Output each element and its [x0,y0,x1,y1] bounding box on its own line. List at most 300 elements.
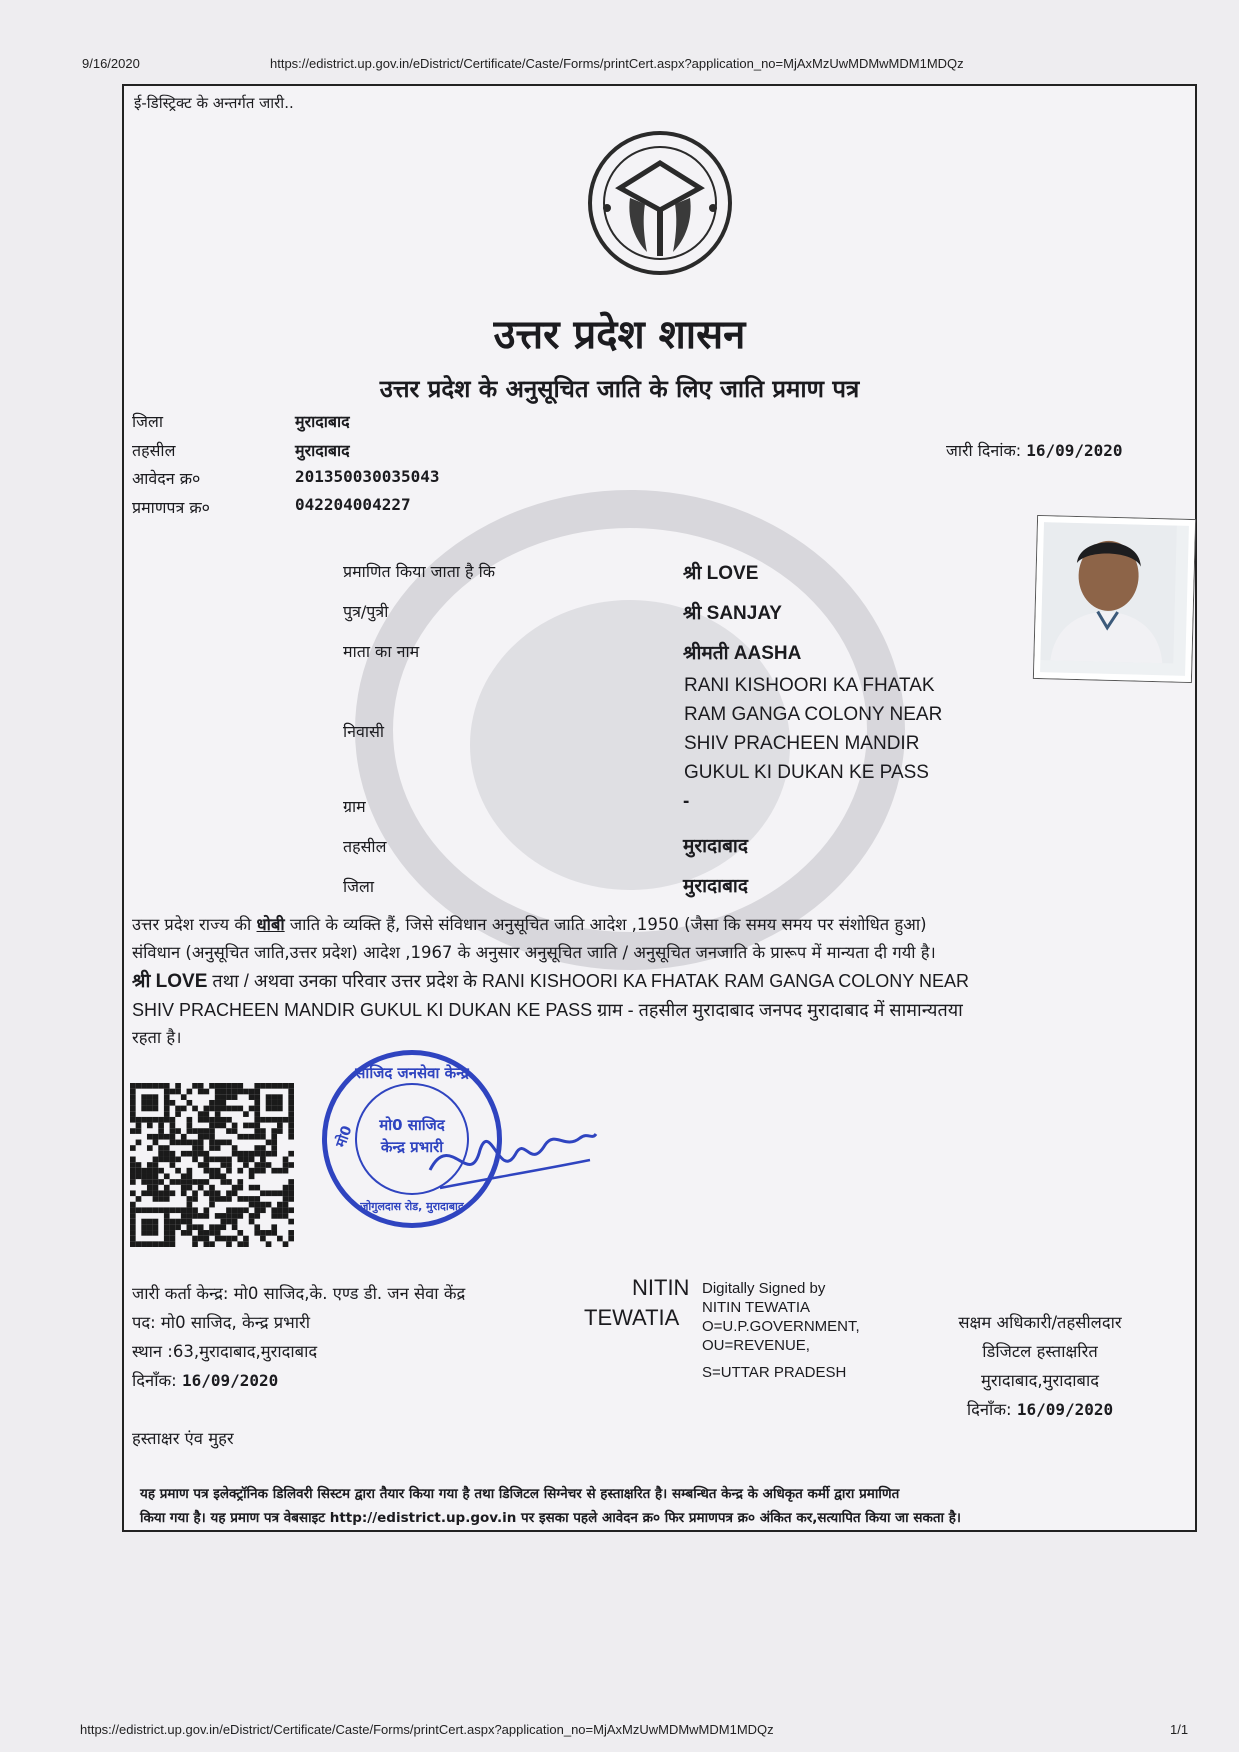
qr-module [226,1196,232,1202]
qr-module [243,1162,249,1168]
qr-module [254,1111,260,1117]
qr-module [147,1106,153,1112]
qr-module [187,1173,193,1179]
qr-module [204,1230,210,1236]
detail-district-label: जिला [343,877,375,896]
qr-module [147,1173,153,1179]
qr-module [158,1196,164,1202]
qr-module [130,1089,136,1095]
dsig-line: S=UTTAR PRADESH [702,1364,847,1381]
qr-module [164,1106,170,1112]
qr-module [204,1190,210,1196]
qr-module [249,1219,255,1225]
qr-module [158,1117,164,1123]
applicant-name: श्री LOVE [683,563,759,584]
qr-module [266,1106,272,1112]
qr-module [249,1157,255,1163]
qr-module [164,1230,170,1236]
qr-module [181,1179,187,1185]
qr-module [204,1168,210,1174]
qr-module [237,1089,243,1095]
qr-module [170,1230,176,1236]
qr-module [170,1179,176,1185]
dsig-name-line2: TEWATIA [584,1305,680,1330]
statement-text: उत्तर प्रदेश राज्य की [132,915,257,934]
qr-module [237,1213,243,1219]
qr-module [170,1100,176,1106]
qr-module [209,1241,215,1247]
state-emblem-icon [585,128,735,278]
qr-module [283,1213,289,1219]
qr-module [198,1083,204,1089]
qr-module [209,1117,215,1123]
qr-module [220,1140,226,1146]
qr-module [243,1236,249,1242]
qr-module [220,1173,226,1179]
qr-module [170,1224,176,1230]
qr-module [215,1224,221,1230]
qr-module [283,1196,289,1202]
qr-module [260,1202,266,1208]
issuer-post: पद: मो0 साजिद, केन्द्र प्रभारी [132,1313,311,1332]
qr-module [271,1190,277,1196]
certificate-number-label: प्रमाणपत्र क्र० [132,498,210,517]
qr-module [187,1140,193,1146]
qr-module [288,1207,294,1213]
qr-module [164,1094,170,1100]
qr-module [237,1083,243,1089]
qr-module [187,1117,193,1123]
qr-module [277,1123,283,1129]
qr-module [249,1213,255,1219]
qr-module [175,1140,181,1146]
qr-module [209,1083,215,1089]
qr-module [170,1241,176,1247]
qr-module [288,1162,294,1168]
qr-module [175,1219,181,1225]
qr-module [153,1100,159,1106]
qr-module [204,1213,210,1219]
qr-module [226,1157,232,1163]
qr-module [243,1157,249,1163]
qr-module [243,1134,249,1140]
qr-module [254,1207,260,1213]
qr-module [260,1134,266,1140]
qr-module [170,1162,176,1168]
qr-module [232,1219,238,1225]
qr-module [158,1207,164,1213]
qr-module [187,1179,193,1185]
qr-module [164,1236,170,1242]
qr-module [175,1207,181,1213]
qr-module [232,1213,238,1219]
qr-module [288,1123,294,1129]
certificate-statement [132,911,1187,1052]
detail-tehsil-label: तहसील [343,837,387,856]
qr-module [237,1157,243,1163]
verification-line: यह प्रमाण पत्र इलेक्ट्रॉनिक डिलिवरी सिस्टम द्वारा तैयार किया गया है तथा डिजिटल सिग्नेचर से हस्ताक्षरित है। सम्बन्धित केन्द्र के अधिकृत कर्मी द्वारा प्रमाणित [140,1486,900,1502]
statement-text: तथा / अथवा उनका परिवार उत्तर प्रदेश के RANI KISHOORI KA FHATAK RAM GANGA COLONY NEAR [207,971,969,991]
certificate-subtitle: उत्तर प्रदेश के अनुसूचित जाति के लिए जाति प्रमाण पत्र [379,374,860,403]
qr-module [288,1190,294,1196]
qr-module [170,1117,176,1123]
qr-module [192,1083,198,1089]
qr-module [153,1241,159,1247]
qr-module [164,1157,170,1163]
qr-module [147,1219,153,1225]
qr-module [198,1140,204,1146]
qr-module [164,1224,170,1230]
qr-module [164,1196,170,1202]
qr-module [192,1128,198,1134]
qr-module [226,1168,232,1174]
qr-module [153,1219,159,1225]
qr-module [237,1134,243,1140]
qr-module [226,1179,232,1185]
qr-module [136,1117,142,1123]
qr-module [232,1236,238,1242]
qr-module [198,1179,204,1185]
qr-module [266,1140,272,1146]
qr-module [209,1173,215,1179]
qr-module [220,1123,226,1129]
qr-module [215,1196,221,1202]
stamp-line-1: मो0 साजिद [379,1116,445,1134]
qr-module [283,1190,289,1196]
qr-module [232,1151,238,1157]
qr-module [192,1224,198,1230]
qr-module [277,1128,283,1134]
qr-module [164,1083,170,1089]
qr-module [153,1134,159,1140]
qr-module [232,1190,238,1196]
qr-module [288,1151,294,1157]
qr-module [175,1089,181,1095]
qr-module [158,1241,164,1247]
qr-module [260,1157,266,1163]
application-label: आवेदन क्र० [132,469,201,488]
qr-module [249,1094,255,1100]
qr-module [209,1230,215,1236]
issue-date [946,439,1123,461]
qr-module [175,1128,181,1134]
qr-module [130,1173,136,1179]
qr-module [220,1117,226,1123]
qr-module [288,1128,294,1134]
qr-module [209,1157,215,1163]
qr-module [277,1168,283,1174]
qr-module [243,1123,249,1129]
qr-module [220,1213,226,1219]
qr-module [237,1106,243,1112]
qr-module [254,1083,260,1089]
tehsil-value: मुरादाबाद [295,441,350,460]
qr-module [147,1185,153,1191]
qr-module [181,1094,187,1100]
qr-module [187,1100,193,1106]
qr-module [141,1190,147,1196]
qr-module [254,1168,260,1174]
qr-module [226,1219,232,1225]
village-value: - [683,791,690,812]
qr-module [266,1083,272,1089]
qr-module [271,1213,277,1219]
qr-module [249,1196,255,1202]
statement-text: संविधान (अनुसूचित जाति,उत्तर प्रदेश) आदेश ,1967 के अनुसार अनुसूचित जाति / अनुसूचित जनजाति के प्रारूप में मान्यता दी गयी है। [132,943,936,962]
qr-module [153,1224,159,1230]
address-block [684,671,942,787]
qr-module [130,1241,136,1247]
child-of-label: पुत्र/पुत्री [343,602,389,621]
qr-module [260,1207,266,1213]
qr-module [147,1117,153,1123]
qr-module [198,1162,204,1168]
qr-module [175,1083,181,1089]
qr-module [254,1185,260,1191]
qr-module [243,1241,249,1247]
qr-module [147,1190,153,1196]
qr-module [170,1236,176,1242]
address-line: GUKUL KI DUKAN KE PASS [684,762,929,783]
qr-module [232,1106,238,1112]
qr-module [226,1162,232,1168]
qr-module [192,1151,198,1157]
qr-module [175,1111,181,1117]
statement-text: रहता है। [132,1028,182,1047]
issue-date-value: 16/09/2020 [1026,441,1123,460]
qr-module [226,1083,232,1089]
qr-module [175,1179,181,1185]
qr-module [204,1207,210,1213]
stamp-ring-bottom: जोगुलदास रोड, मुरादाबाद [360,1200,464,1213]
qr-module [204,1128,210,1134]
caste-name: धोबी [256,916,285,934]
qr-module [153,1190,159,1196]
qr-module [170,1190,176,1196]
qr-module [158,1157,164,1163]
qr-module [232,1145,238,1151]
certified-label: प्रमाणित किया जाता है कि [343,562,496,581]
qr-module [271,1100,277,1106]
qr-module [130,1179,136,1185]
qr-module [249,1123,255,1129]
qr-module [232,1123,238,1129]
qr-module [283,1202,289,1208]
qr-module [277,1213,283,1219]
qr-module [209,1140,215,1146]
qr-module [153,1173,159,1179]
qr-module [153,1230,159,1236]
qr-module [181,1219,187,1225]
qr-module [209,1168,215,1174]
qr-module [147,1123,153,1129]
qr-module [266,1230,272,1236]
qr-module [215,1157,221,1163]
qr-module [130,1213,136,1219]
qr-module [215,1123,221,1129]
qr-module [271,1117,277,1123]
qr-module [192,1207,198,1213]
qr-module [204,1111,210,1117]
qr-module [158,1128,164,1134]
qr-module [136,1140,142,1146]
qr-module [254,1162,260,1168]
qr-module [237,1168,243,1174]
qr-module [209,1190,215,1196]
qr-module [271,1094,277,1100]
qr-module [170,1157,176,1163]
print-url[interactable]: https://edistrict.up.gov.in/eDistrict/Certificate/Caste/Forms/printCert.aspx?application_no=MjAxMzUwMDMwMDM1MDQz [270,56,964,71]
qr-module [147,1230,153,1236]
qr-module [277,1190,283,1196]
qr-module [204,1089,210,1095]
qr-module [226,1089,232,1095]
certificate-title: उत्तर प्रदेश शासन [493,311,746,358]
qr-module [215,1117,221,1123]
qr-module [192,1190,198,1196]
qr-module [204,1179,210,1185]
qr-module [220,1196,226,1202]
qr-module [209,1145,215,1151]
qr-module [147,1179,153,1185]
qr-module [164,1219,170,1225]
qr-module [283,1162,289,1168]
qr-module [198,1134,204,1140]
qr-module [198,1224,204,1230]
qr-module [130,1168,136,1174]
qr-module [141,1241,147,1247]
qr-module [181,1190,187,1196]
qr-module [226,1241,232,1247]
qr-module [254,1089,260,1095]
qr-module [277,1100,283,1106]
qr-module [198,1145,204,1151]
qr-module [288,1179,294,1185]
qr-module [220,1106,226,1112]
qr-module [226,1207,232,1213]
qr-module [249,1106,255,1112]
qr-module [260,1230,266,1236]
qr-module [266,1202,272,1208]
qr-module [181,1106,187,1112]
qr-module [153,1179,159,1185]
qr-module [198,1089,204,1095]
qr-module [226,1106,232,1112]
qr-module [288,1219,294,1225]
qr-module [254,1128,260,1134]
qr-module [198,1230,204,1236]
qr-module [136,1083,142,1089]
qr-module [158,1134,164,1140]
qr-module [130,1111,136,1117]
qr-module [192,1106,198,1112]
qr-code [130,1083,294,1247]
qr-module [266,1117,272,1123]
qr-module [249,1151,255,1157]
district-label: जिला [132,412,164,431]
tehsil-label: तहसील [132,441,176,460]
qr-module [187,1151,193,1157]
qr-module [147,1145,153,1151]
qr-module [266,1151,272,1157]
qr-module [215,1213,221,1219]
dsig-line: Digitally Signed by [702,1280,826,1297]
qr-module [175,1157,181,1163]
qr-module [198,1236,204,1242]
qr-module [215,1089,221,1095]
qr-module [192,1213,198,1219]
qr-module [209,1106,215,1112]
qr-module [254,1106,260,1112]
qr-module [164,1134,170,1140]
qr-module [237,1196,243,1202]
qr-module [288,1230,294,1236]
qr-module [141,1207,147,1213]
qr-module [192,1145,198,1151]
qr-module [260,1162,266,1168]
qr-module [130,1094,136,1100]
print-footer-url[interactable]: https://edistrict.up.gov.in/eDistrict/Certificate/Caste/Forms/printCert.aspx?application_no=MjAxMzUwMDMwMDM1MDQz [80,1722,774,1737]
qr-module [237,1207,243,1213]
qr-module [283,1117,289,1123]
qr-module [226,1190,232,1196]
qr-module [254,1224,260,1230]
qr-module [283,1241,289,1247]
qr-module [283,1157,289,1163]
qr-module [209,1224,215,1230]
certificate-number: 042204004227 [295,495,411,514]
qr-module [288,1117,294,1123]
qr-module [288,1185,294,1191]
qr-module [266,1100,272,1106]
address-line: RAM GANGA COLONY NEAR [684,704,943,725]
qr-module [130,1224,136,1230]
qr-module [130,1236,136,1242]
qr-module [277,1202,283,1208]
qr-module [158,1123,164,1129]
qr-module [204,1151,210,1157]
qr-module [271,1106,277,1112]
qr-module [215,1230,221,1236]
qr-module [226,1094,232,1100]
issuer-block [132,1279,612,1395]
district-value: मुरादाबाद [295,412,350,431]
qr-module [243,1111,249,1117]
stamp-ring-top: साजिद जनसेवा केन्द्र [355,1064,469,1082]
qr-module [243,1207,249,1213]
qr-module [141,1224,147,1230]
qr-module [170,1140,176,1146]
authority-date-label: दिनाँक: [966,1400,1017,1419]
qr-module [215,1083,221,1089]
qr-module [136,1196,142,1202]
qr-module [181,1185,187,1191]
qr-module [283,1083,289,1089]
qr-module [254,1151,260,1157]
father-name: श्री SANJAY [683,603,782,624]
qr-module [187,1213,193,1219]
issuer-date-label: दिनाँक: [132,1371,182,1390]
qr-module [170,1207,176,1213]
mother-label: माता का नाम [343,642,420,661]
qr-module [153,1185,159,1191]
qr-module [260,1236,266,1242]
qr-module [187,1202,193,1208]
qr-module [136,1173,142,1179]
qr-module [271,1140,277,1146]
application-number: 201350030035043 [295,467,440,486]
qr-module [158,1179,164,1185]
